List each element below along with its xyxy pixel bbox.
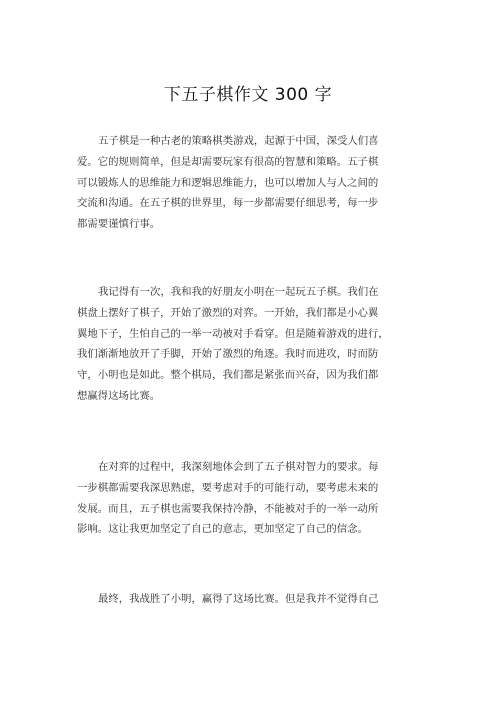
paragraph-line: 影响。这让我更加坚定了自己的意志，更加坚定了自己的信念。 — [77, 523, 368, 536]
paragraph-line: 我记得有一次，我和我的好朋友小明在一起玩五子棋。我们在 — [98, 286, 379, 298]
paragraph-line: 我们渐渐地放开了手脚，开始了激烈的角逐。我时而进攻，时而防 — [77, 348, 379, 361]
paragraph-line: 守，小明也是如此。整个棋局，我们都是紧张而兴奋，因为我们都 — [77, 369, 379, 382]
paragraph-line: 在对弈的过程中，我深刻地体会到了五子棋对智力的要求。每 — [98, 461, 379, 473]
paragraph-line: 爱。它的规则简单，但是却需要玩家有很高的智慧和策略。五子棋 — [77, 155, 379, 168]
paragraph-1 — [77, 131, 437, 235]
paragraph-2 — [77, 282, 437, 407]
paragraph-line: 都需要谨慎行事。 — [77, 218, 161, 231]
paragraph-line: 最终，我战胜了小明，赢得了这场比赛。但是我并不觉得自己 — [98, 593, 379, 605]
paragraph-line: 一步棋都需要我深思熟虑，要考虑对手的可能行动，要考虑未来的 — [77, 481, 379, 494]
paragraph-line: 翼地下子，生怕自己的一举一动被对手看穿。但是随着游戏的进行， — [77, 327, 389, 340]
paragraph-4 — [77, 589, 437, 610]
paragraph-line: 交流和沟通。在五子棋的世界里，每一步都需要仔细思考，每一步 — [77, 197, 379, 210]
paragraph-line: 发展。而且，五子棋也需要我保持冷静，不能被对手的一举一动所 — [77, 502, 379, 515]
document-title: 下五子棋作文 300 字 — [163, 85, 333, 105]
paragraph-line: 五子棋是一种古老的策略棋类游戏，起源于中国，深受人们喜 — [98, 135, 379, 147]
paragraph-line: 可以锻炼人的思维能力和逻辑思维能力，也可以增加人与人之间的 — [77, 176, 379, 189]
paragraph-3 — [77, 457, 437, 540]
paragraph-line: 想赢得这场比赛。 — [77, 389, 161, 402]
paragraph-line: 棋盘上摆好了棋子，开始了激烈的对弈。一开始，我们都是小心翼 — [77, 306, 379, 319]
